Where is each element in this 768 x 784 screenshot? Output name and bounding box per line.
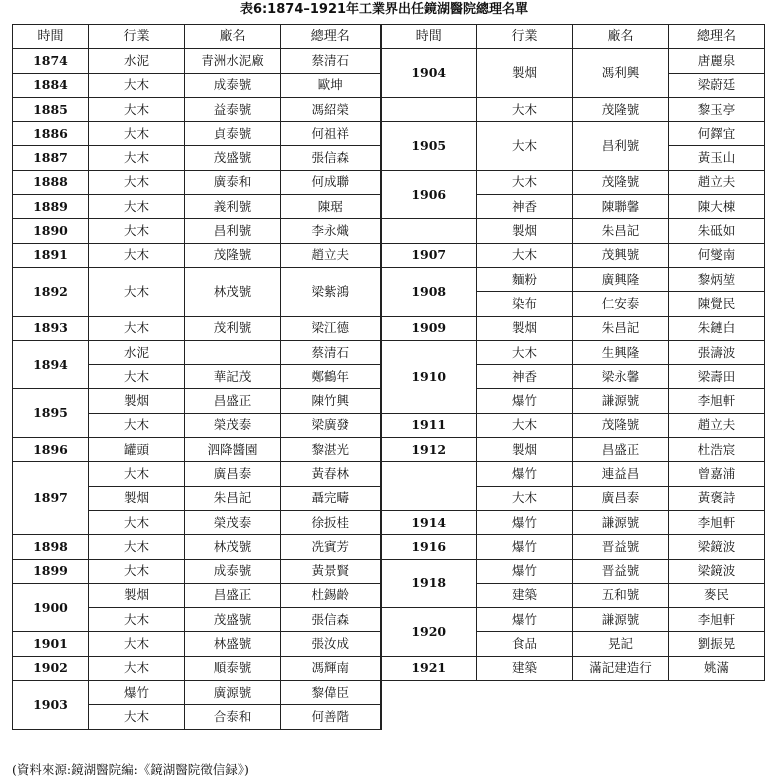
left-firm: 合泰和 <box>185 705 281 729</box>
table-row <box>13 438 765 462</box>
header-industry: 行業 <box>89 25 185 49</box>
left-year: 1874 <box>13 49 89 73</box>
left-manager: 黎湛光 <box>281 438 381 462</box>
table-row <box>13 97 765 121</box>
right-firm: 茂隆號 <box>573 413 669 437</box>
right-industry: 大木 <box>477 340 573 364</box>
left-manager: 何成聯 <box>281 170 381 194</box>
left-firm: 茂盛號 <box>185 608 281 632</box>
manager-table <box>12 24 765 730</box>
left-firm: 華記茂 <box>185 365 281 389</box>
left-industry: 製烟 <box>89 583 185 607</box>
left-firm: 榮茂泰 <box>185 510 281 534</box>
right-firm: 生興隆 <box>573 340 669 364</box>
left-manager: 梁廣發 <box>281 413 381 437</box>
left-manager: 徐扳桂 <box>281 510 381 534</box>
left-industry: 水泥 <box>89 49 185 73</box>
right-manager: 黎玉亭 <box>669 97 765 121</box>
left-firm: 茂利號 <box>185 316 281 340</box>
right-firm: 茂興號 <box>573 243 669 267</box>
right-industry: 神香 <box>477 365 573 389</box>
right-industry: 麵粉 <box>477 267 573 291</box>
right-year: 1920 <box>381 608 477 657</box>
left-year: 1898 <box>13 535 89 559</box>
left-manager: 梁江德 <box>281 316 381 340</box>
left-firm: 林茂號 <box>185 267 281 316</box>
left-manager: 陳琚 <box>281 195 381 219</box>
left-manager: 蔡清石 <box>281 49 381 73</box>
table-row <box>13 219 765 243</box>
left-year: 1884 <box>13 73 89 97</box>
right-firm: 茂隆號 <box>573 97 669 121</box>
right-industry: 神香 <box>477 195 573 219</box>
right-manager: 姚滿 <box>669 656 765 680</box>
right-industry: 食品 <box>477 632 573 656</box>
right-manager: 李旭軒 <box>669 608 765 632</box>
left-manager: 張信森 <box>281 146 381 170</box>
right-industry: 大木 <box>477 413 573 437</box>
table-row <box>13 243 765 267</box>
table-row <box>13 170 765 194</box>
left-year: 1900 <box>13 583 89 632</box>
right-year: 1918 <box>381 559 477 608</box>
right-firm: 廣昌泰 <box>573 486 669 510</box>
right-firm: 昌利號 <box>573 122 669 171</box>
right-industry: 染布 <box>477 292 573 316</box>
right-industry: 製烟 <box>477 219 573 243</box>
right-year: 1904 <box>381 49 477 98</box>
left-manager: 黎偉臣 <box>281 681 381 705</box>
table-row <box>13 413 765 437</box>
right-firm: 茂隆號 <box>573 170 669 194</box>
right-manager: 劉振晃 <box>669 632 765 656</box>
left-manager: 馮紹榮 <box>281 97 381 121</box>
table-row <box>13 656 765 680</box>
right-manager: 張濤波 <box>669 340 765 364</box>
table-row <box>13 462 765 486</box>
left-industry: 大木 <box>89 219 185 243</box>
right-firm: 謙源號 <box>573 608 669 632</box>
left-industry: 大木 <box>89 122 185 146</box>
left-firm: 貞泰號 <box>185 122 281 146</box>
left-industry: 大木 <box>89 608 185 632</box>
left-manager: 何善階 <box>281 705 381 729</box>
left-firm: 茂盛號 <box>185 146 281 170</box>
left-manager: 聶完疇 <box>281 486 381 510</box>
left-manager: 馮輝南 <box>281 656 381 680</box>
right-manager: 何燮南 <box>669 243 765 267</box>
left-industry: 大木 <box>89 705 185 729</box>
table-row <box>13 535 765 559</box>
left-firm: 順泰號 <box>185 656 281 680</box>
right-year: 1907 <box>381 243 477 267</box>
right-industry: 大木 <box>477 122 573 171</box>
right-firm: 梁永馨 <box>573 365 669 389</box>
header-manager-right: 總理名 <box>669 25 765 49</box>
right-manager: 麥民 <box>669 583 765 607</box>
left-industry: 大木 <box>89 413 185 437</box>
right-year: 1914 <box>381 510 477 534</box>
right-firm: 晋益號 <box>573 559 669 583</box>
right-industry: 製烟 <box>477 438 573 462</box>
right-industry: 建築 <box>477 583 573 607</box>
right-year <box>381 462 477 511</box>
right-manager: 黃褒詩 <box>669 486 765 510</box>
left-year: 1895 <box>13 389 89 438</box>
left-manager: 黃春林 <box>281 462 381 486</box>
left-manager: 鄭鶴年 <box>281 365 381 389</box>
right-firm: 連益昌 <box>573 462 669 486</box>
left-industry: 大木 <box>89 243 185 267</box>
left-firm: 廣源號 <box>185 681 281 705</box>
left-year: 1902 <box>13 656 89 680</box>
right-industry: 大木 <box>477 243 573 267</box>
left-year: 1896 <box>13 438 89 462</box>
header-time: 時間 <box>13 25 89 49</box>
left-firm: 泗降醬園 <box>185 438 281 462</box>
right-manager: 陳覺民 <box>669 292 765 316</box>
header-manager: 總理名 <box>281 25 381 49</box>
right-year: 1910 <box>381 340 477 413</box>
left-year: 1890 <box>13 219 89 243</box>
table-row <box>13 316 765 340</box>
table-row <box>13 510 765 534</box>
source-note: (資料來源:鏡湖醫院編:《鏡湖醫院徵信録》) <box>12 762 249 777</box>
right-year: 1921 <box>381 656 477 680</box>
left-industry: 大木 <box>89 97 185 121</box>
right-firm: 陳聯馨 <box>573 195 669 219</box>
right-manager: 梁鏡波 <box>669 535 765 559</box>
left-year: 1893 <box>13 316 89 340</box>
right-manager: 梁蔚廷 <box>669 73 765 97</box>
left-manager: 陳竹興 <box>281 389 381 413</box>
left-industry: 罐頭 <box>89 438 185 462</box>
left-firm: 榮茂泰 <box>185 413 281 437</box>
right-manager: 杜浩宸 <box>669 438 765 462</box>
left-year: 1889 <box>13 195 89 219</box>
left-industry: 大木 <box>89 195 185 219</box>
left-firm: 成泰號 <box>185 73 281 97</box>
left-year: 1899 <box>13 559 89 583</box>
left-firm: 青洲水泥廠 <box>185 49 281 73</box>
left-industry: 大木 <box>89 632 185 656</box>
right-year: 1909 <box>381 316 477 340</box>
right-manager: 李旭軒 <box>669 389 765 413</box>
left-year: 1885 <box>13 97 89 121</box>
right-firm: 五和號 <box>573 583 669 607</box>
right-manager: 趙立夫 <box>669 170 765 194</box>
left-manager: 冼賓芳 <box>281 535 381 559</box>
right-year: 1912 <box>381 438 477 462</box>
left-firm: 林茂號 <box>185 535 281 559</box>
right-manager: 唐麗泉 <box>669 49 765 73</box>
right-industry: 大木 <box>477 170 573 194</box>
left-year: 1887 <box>13 146 89 170</box>
right-industry: 建築 <box>477 656 573 680</box>
left-firm: 廣昌泰 <box>185 462 281 486</box>
right-industry: 爆竹 <box>477 389 573 413</box>
left-year: 1901 <box>13 632 89 656</box>
right-industry: 爆竹 <box>477 535 573 559</box>
right-year: 1911 <box>381 413 477 437</box>
right-year <box>381 219 477 243</box>
header-time-right: 時間 <box>381 25 477 49</box>
left-industry: 大木 <box>89 146 185 170</box>
right-manager: 陳大棟 <box>669 195 765 219</box>
left-industry: 爆竹 <box>89 681 185 705</box>
right-year: 1906 <box>381 170 477 219</box>
right-manager: 黎炳堃 <box>669 267 765 291</box>
right-firm: 謙源號 <box>573 389 669 413</box>
right-manager: 曾嘉浦 <box>669 462 765 486</box>
left-industry: 製烟 <box>89 486 185 510</box>
left-industry: 大木 <box>89 510 185 534</box>
right-firm: 朱昌記 <box>573 219 669 243</box>
left-industry: 製烟 <box>89 389 185 413</box>
right-industry: 製烟 <box>477 316 573 340</box>
right-firm: 謙源號 <box>573 510 669 534</box>
left-manager: 梁紫鴻 <box>281 267 381 316</box>
right-year: 1916 <box>381 535 477 559</box>
left-manager: 張信森 <box>281 608 381 632</box>
left-firm: 成泰號 <box>185 559 281 583</box>
empty-cell <box>381 681 477 730</box>
right-firm: 仁安泰 <box>573 292 669 316</box>
left-year: 1903 <box>13 681 89 730</box>
right-industry: 爆竹 <box>477 510 573 534</box>
left-year: 1897 <box>13 462 89 535</box>
right-firm: 昌盛正 <box>573 438 669 462</box>
header-row <box>13 25 765 49</box>
left-firm <box>185 340 281 364</box>
table-row <box>13 608 765 632</box>
left-firm: 益泰號 <box>185 97 281 121</box>
left-manager: 何祖祥 <box>281 122 381 146</box>
right-firm: 晃記 <box>573 632 669 656</box>
right-firm: 晋益號 <box>573 535 669 559</box>
left-manager: 杜錫齡 <box>281 583 381 607</box>
table-row <box>13 340 765 364</box>
right-year <box>381 97 477 121</box>
right-manager: 梁壽田 <box>669 365 765 389</box>
right-manager: 李旭軒 <box>669 510 765 534</box>
right-manager: 何鐸宜 <box>669 122 765 146</box>
right-year: 1908 <box>381 267 477 316</box>
left-year: 1886 <box>13 122 89 146</box>
left-industry: 大木 <box>89 656 185 680</box>
left-firm: 昌盛正 <box>185 389 281 413</box>
table-row <box>13 122 765 146</box>
left-firm: 朱昌記 <box>185 486 281 510</box>
table-row <box>13 681 765 705</box>
right-year: 1905 <box>381 122 477 171</box>
left-manager: 蔡清石 <box>281 340 381 364</box>
right-firm: 馮利興 <box>573 49 669 98</box>
left-firm: 昌盛正 <box>185 583 281 607</box>
header-firm: 廠名 <box>185 25 281 49</box>
left-industry: 大木 <box>89 365 185 389</box>
right-firm: 廣興隆 <box>573 267 669 291</box>
right-industry: 大木 <box>477 97 573 121</box>
left-firm: 茂隆號 <box>185 243 281 267</box>
left-firm: 義利號 <box>185 195 281 219</box>
left-industry: 大木 <box>89 316 185 340</box>
right-manager: 梁鏡波 <box>669 559 765 583</box>
left-industry: 水泥 <box>89 340 185 364</box>
right-industry: 爆竹 <box>477 462 573 486</box>
right-industry: 爆竹 <box>477 608 573 632</box>
left-industry: 大木 <box>89 535 185 559</box>
table-row <box>13 49 765 73</box>
right-manager: 朱砥如 <box>669 219 765 243</box>
left-year: 1891 <box>13 243 89 267</box>
right-industry: 製烟 <box>477 49 573 98</box>
left-manager: 李永熾 <box>281 219 381 243</box>
header-industry-right: 行業 <box>477 25 573 49</box>
left-industry: 大木 <box>89 462 185 486</box>
right-manager: 朱鏈白 <box>669 316 765 340</box>
left-manager: 趙立夫 <box>281 243 381 267</box>
left-industry: 大木 <box>89 73 185 97</box>
left-year: 1892 <box>13 267 89 316</box>
right-industry: 爆竹 <box>477 559 573 583</box>
empty-cell <box>477 681 765 730</box>
table-title: 表6:1874–1921年工業界出任鏡湖醫院總理名單 <box>239 2 529 17</box>
header-firm-right: 廠名 <box>573 25 669 49</box>
left-firm: 昌利號 <box>185 219 281 243</box>
left-firm: 廣泰和 <box>185 170 281 194</box>
right-manager: 黃玉山 <box>669 146 765 170</box>
left-industry: 大木 <box>89 559 185 583</box>
right-firm: 滿記建造行 <box>573 656 669 680</box>
left-industry: 大木 <box>89 170 185 194</box>
left-year: 1894 <box>13 340 89 389</box>
right-firm: 朱昌記 <box>573 316 669 340</box>
right-industry: 大木 <box>477 486 573 510</box>
left-manager: 張汝成 <box>281 632 381 656</box>
right-manager: 趙立夫 <box>669 413 765 437</box>
left-firm: 林盛號 <box>185 632 281 656</box>
left-manager: 黃景賢 <box>281 559 381 583</box>
left-industry: 大木 <box>89 267 185 316</box>
table-row <box>13 267 765 291</box>
left-year: 1888 <box>13 170 89 194</box>
table-row <box>13 559 765 583</box>
left-manager: 歐坤 <box>281 73 381 97</box>
